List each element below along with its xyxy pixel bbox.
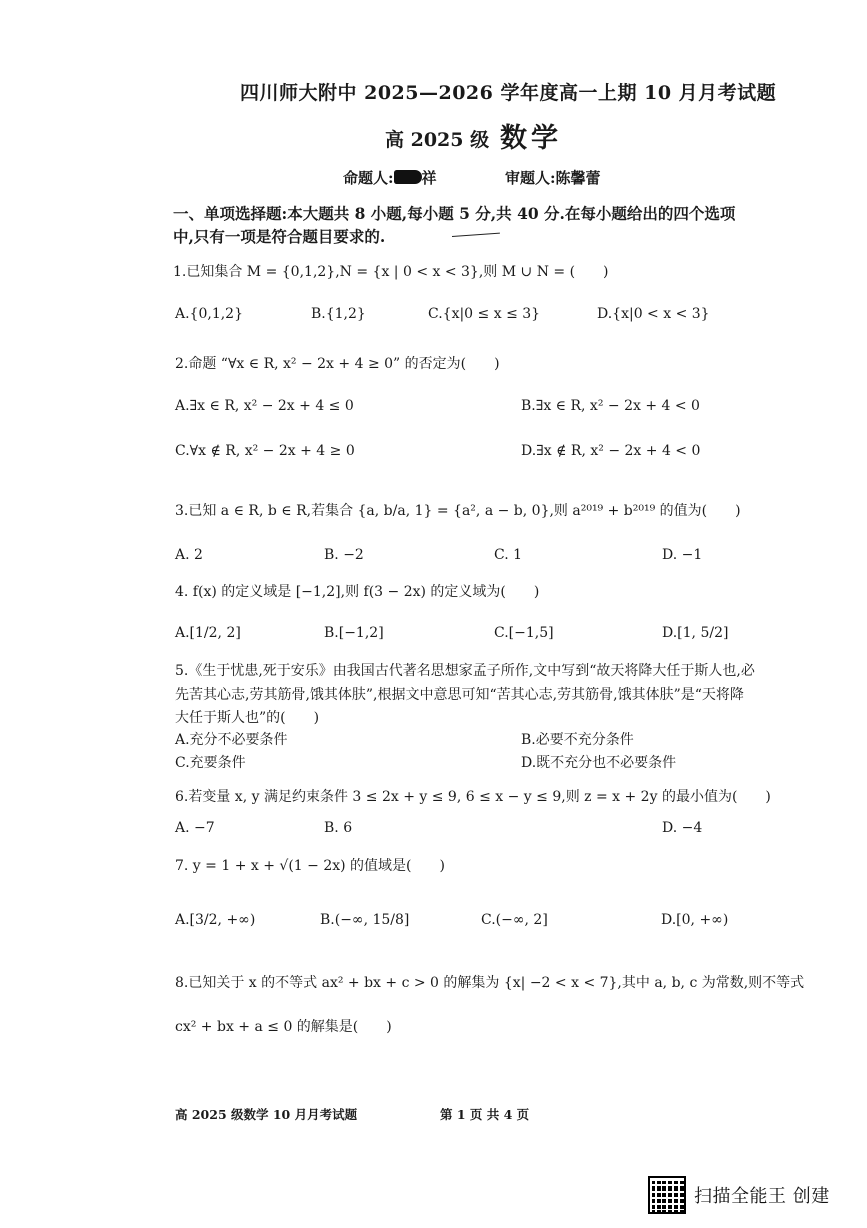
q4-option-b: B.[−1,2] <box>324 625 384 641</box>
q3-option-b: B. −2 <box>324 547 364 563</box>
question-5-line2: 先苦其心志,劳其筋骨,饿其体肤”,根据文中意思可知“苦其心志,劳其筋骨,饿其体肤”是“天将降 <box>175 687 744 703</box>
q7-option-b: B.(−∞, 15/8] <box>320 912 410 928</box>
grade-label: 高 2025 级 <box>385 129 490 151</box>
q1-option-b: B.{1,2} <box>311 306 366 322</box>
q7-option-d: D.[0, +∞) <box>661 912 729 928</box>
q5-option-b: B.必要不充分条件 <box>521 732 634 748</box>
q3-option-a: A. 2 <box>175 547 203 563</box>
q2-option-b: B.∃x ∈ R, x² − 2x + 4 < 0 <box>521 398 700 414</box>
author-label: 命题人: <box>343 169 394 187</box>
q6-option-d: D. −4 <box>662 820 703 836</box>
q7-option-a: A.[3/2, +∞) <box>175 912 256 928</box>
footer-exam-name: 高 2025 级数学 10 月月考试题 <box>175 1107 358 1122</box>
exam-title: 四川师大附中 2025—2026 学年度高一上期 10 月月考试题 <box>240 82 777 104</box>
question-8-line2: cx² + bx + a ≤ 0 的解集是( ) <box>175 1019 392 1035</box>
q4-option-a: A.[1/2, 2] <box>175 625 241 641</box>
author-name: 祥 <box>421 169 437 187</box>
q3-option-c: C. 1 <box>494 547 523 563</box>
question-6: 6.若变量 x, y 满足约束条件 3 ≤ 2x + y ≤ 9, 6 ≤ x − y ≤ 9,则 z = x + 2y 的最小值为( ) <box>175 789 771 805</box>
q2-option-d: D.∃x ∉ R, x² − 2x + 4 < 0 <box>521 443 701 459</box>
question-5-line1: 5.《生于忧患,死于安乐》由我国古代著名思想家孟子所作,文中写到“故天将降大任于斯人也,必 <box>175 663 755 679</box>
pen-stroke <box>452 233 500 237</box>
section-heading-line2: 中,只有一项是符合题目要求的. <box>173 227 386 246</box>
qr-code-icon <box>650 1178 684 1212</box>
author-line <box>343 167 437 188</box>
q1-option-d: D.{x|0 < x < 3} <box>597 306 710 322</box>
q3-option-d: D. −1 <box>662 547 703 563</box>
section-heading-line1: 一、单项选择题:本大题共 8 小题,每小题 5 分,共 40 分.在每小题给出的四个选项 <box>173 204 736 223</box>
q4-option-c: C.[−1,5] <box>494 625 554 641</box>
q2-option-a: A.∃x ∈ R, x² − 2x + 4 ≤ 0 <box>175 398 354 414</box>
q6-option-a: A. −7 <box>175 820 215 836</box>
q4-option-d: D.[1, 5/2] <box>662 625 729 641</box>
redacted-name-mark <box>394 170 422 184</box>
subject-title: 数学 <box>500 123 562 154</box>
q1-option-c: C.{x|0 ≤ x ≤ 3} <box>428 306 541 322</box>
question-3: 3.已知 a ∈ R, b ∈ R,若集合 {a, b/a, 1} = {a², a − b, 0},则 a²⁰¹⁹ + b²⁰¹⁹ 的值为( ) <box>175 503 741 519</box>
question-2: 2.命题 “∀x ∈ R, x² − 2x + 4 ≥ 0” 的否定为( ) <box>175 356 500 372</box>
scanner-watermark <box>650 1178 830 1212</box>
reviewer-line: 审题人:陈馨蕾 <box>505 169 601 187</box>
question-5-line3: 大任于斯人也”的( ) <box>175 710 320 726</box>
question-8-line1: 8.已知关于 x 的不等式 ax² + bx + c > 0 的解集为 {x| −2 < x < 7},其中 a, b, c 为常数,则不等式 <box>175 975 805 991</box>
question-4: 4. f(x) 的定义域是 [−1,2],则 f(3 − 2x) 的定义域为( ) <box>175 584 540 600</box>
q7-option-c: C.(−∞, 2] <box>481 912 548 928</box>
q5-option-d: D.既不充分也不必要条件 <box>521 755 677 771</box>
q5-option-c: C.充要条件 <box>175 755 246 771</box>
q1-option-a: A.{0,1,2} <box>175 306 243 322</box>
q5-option-a: A.充分不必要条件 <box>175 732 288 748</box>
q6-option-b: B. 6 <box>324 820 353 836</box>
question-7: 7. y = 1 + x + √(1 − 2x) 的值域是( ) <box>175 858 445 874</box>
question-1: 1.已知集合 M = {0,1,2},N = {x | 0 < x < 3},则 M ∪ N = ( ) <box>173 264 609 280</box>
watermark-text: 扫描全能王 创建 <box>694 1186 830 1207</box>
q2-option-c: C.∀x ∉ R, x² − 2x + 4 ≥ 0 <box>175 443 355 459</box>
footer-page-number: 第 1 页 共 4 页 <box>440 1107 530 1122</box>
